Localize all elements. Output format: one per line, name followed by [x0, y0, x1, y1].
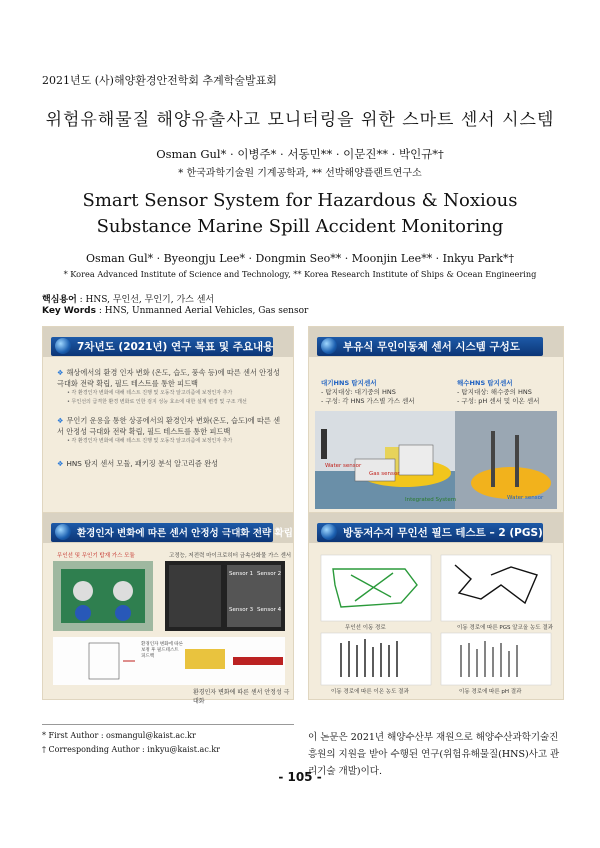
globe-icon — [321, 338, 337, 354]
panel-system-diagram: 부유식 무인이동체 센서 시스템 구성도 대기HNS 탐지센서 - 탐지대상: 대기중의 HNS - 구성: 각 HNS 가스별 가스 센서 해수HNS 탐지센서 - 탐지대상: 해수중의 HNS - 구성: pH 센서 및 이온 센서 Gas sensor Water sensor Integrated System Water sensor — [308, 326, 564, 514]
keywords-english: Key Words : HNS, Unmanned Aerial Vehicles, Gas sensor — [42, 306, 309, 316]
authors-korean: Osman Gul* · 이병주* · 서동민** · 이문진** · 박인규*† — [156, 147, 444, 161]
footnote-first-author: * First Author : osmangul@kaist.ac.kr — [42, 731, 196, 740]
affiliation-english: * Korea Advanced Institute of Science and Technology, ** Korea Research Institute of Ships & Ocean Engineering — [63, 269, 537, 279]
panel-title: 부유식 무인이동체 센서 시스템 구성도 — [343, 341, 520, 353]
panel-title: 7차년도 (2021년) 연구 목표 및 주요내용 — [77, 341, 274, 353]
panel-title: 환경인자 변화에 따른 센서 안정성 극대화 전략 확립 — [77, 528, 293, 539]
page-number: - 105 - — [278, 770, 322, 784]
panel-research-goals: 7차년도 (2021년) 연구 목표 및 주요내용 ❖ 해상에서의 환경 인자 변화 (온도, 습도, 풍속 등)에 따른 센서 안정성 극대화 전략 확립, 필드 테스트를 통한 피드백 • 각 환경인자 변화에 대해 테스트 진행 및 오동작 알고리즘에 보정인자 추가 • 무인선의 급격한 환경 변화로 인한 검지 성능 효소에 대한 설계 변경 및 구조 개선 ❖ 무인기 운용을 통한 상공에서의 환경인자 변화(온도, 습도)에 따른 센서 안정성 극대화 전략 확립, 필드 테스트를 통한 피드백 • 각 환경인자 변화에 대해 테스트 진행 및 오동작 알고리즘에 보정인자 추가 ❖ HNS 탐지 센서 모듈, 패키징 분석 알고리즘 완성 — [42, 326, 294, 514]
vessel-path-plot — [321, 555, 431, 621]
conference-header: 2021년도 (사)해양환경안전학회 추계학술발표회 — [42, 74, 277, 87]
alcohol-concentration-plot — [441, 555, 551, 621]
panel-title: 방동저수지 무인선 필드 테스트 – 2 (PGS) — [343, 527, 543, 539]
panel-field-test: 방동저수지 무인선 필드 테스트 – 2 (PGS) 무인선 이동 경로 이동 경로에 따른 PGS 알코올 농도 결과 이동 경로에 따른 이온 농도 결과 이동 경로에 따른 pH 결과 — [308, 512, 564, 700]
globe-icon — [321, 524, 337, 540]
diamond-icon: ❖ — [57, 416, 64, 425]
ion-concentration-plot — [321, 633, 431, 685]
title-english: Smart Sensor System for Hazardous & Noxious Substance Marine Spill Accident Monitoring — [82, 190, 518, 237]
globe-icon — [55, 338, 71, 354]
acknowledgment: 이 논문은 2021년 해양수산부 재원으로 해양수산과학기술진흥원의 지원을 받아 수행된 연구(위험유해물질(HNS)사고 관리기술 개발)이다. — [308, 732, 560, 777]
panel-sensor-stability: 환경인자 변화에 따른 센서 안정성 극대화 전략 확립 무인선 및 무인기 탑재 가스 모듈 고정능, 저전력 마이크로히터 금속산화물 가스 센서 Sensor 1 Sensor 2 Sensor 3 Sensor 4 환경인자 변화에 따른 보정 후 필드테스트 피드백 환경인자 변화에 따른 센서 안정성 극대화 — [42, 512, 294, 700]
footnote-corresponding-author: † Corresponding Author : inkyu@kaist.ac.kr — [42, 745, 221, 754]
footnote-rule — [42, 724, 294, 725]
gas-module-photo — [53, 561, 153, 631]
authors-english: Osman Gul* · Byeongju Lee* · Dongmin Seo** · Moonjin Lee** · Inkyu Park*† — [86, 252, 514, 265]
affiliation-korean: * 한국과학기술원 기계공학과, ** 선박해양플랜트연구소 — [178, 168, 422, 179]
globe-icon — [55, 524, 71, 540]
ph-plot — [441, 633, 551, 685]
keywords-korean: 핵심용어 : HNS, 무인선, 무인기, 가스 센서 — [42, 295, 215, 305]
diamond-icon: ❖ — [57, 459, 64, 468]
title-korean: 위험유해물질 해양유출사고 모니터링을 위한 스마트 센서 시스템 — [45, 110, 555, 130]
diamond-icon: ❖ — [57, 368, 64, 377]
